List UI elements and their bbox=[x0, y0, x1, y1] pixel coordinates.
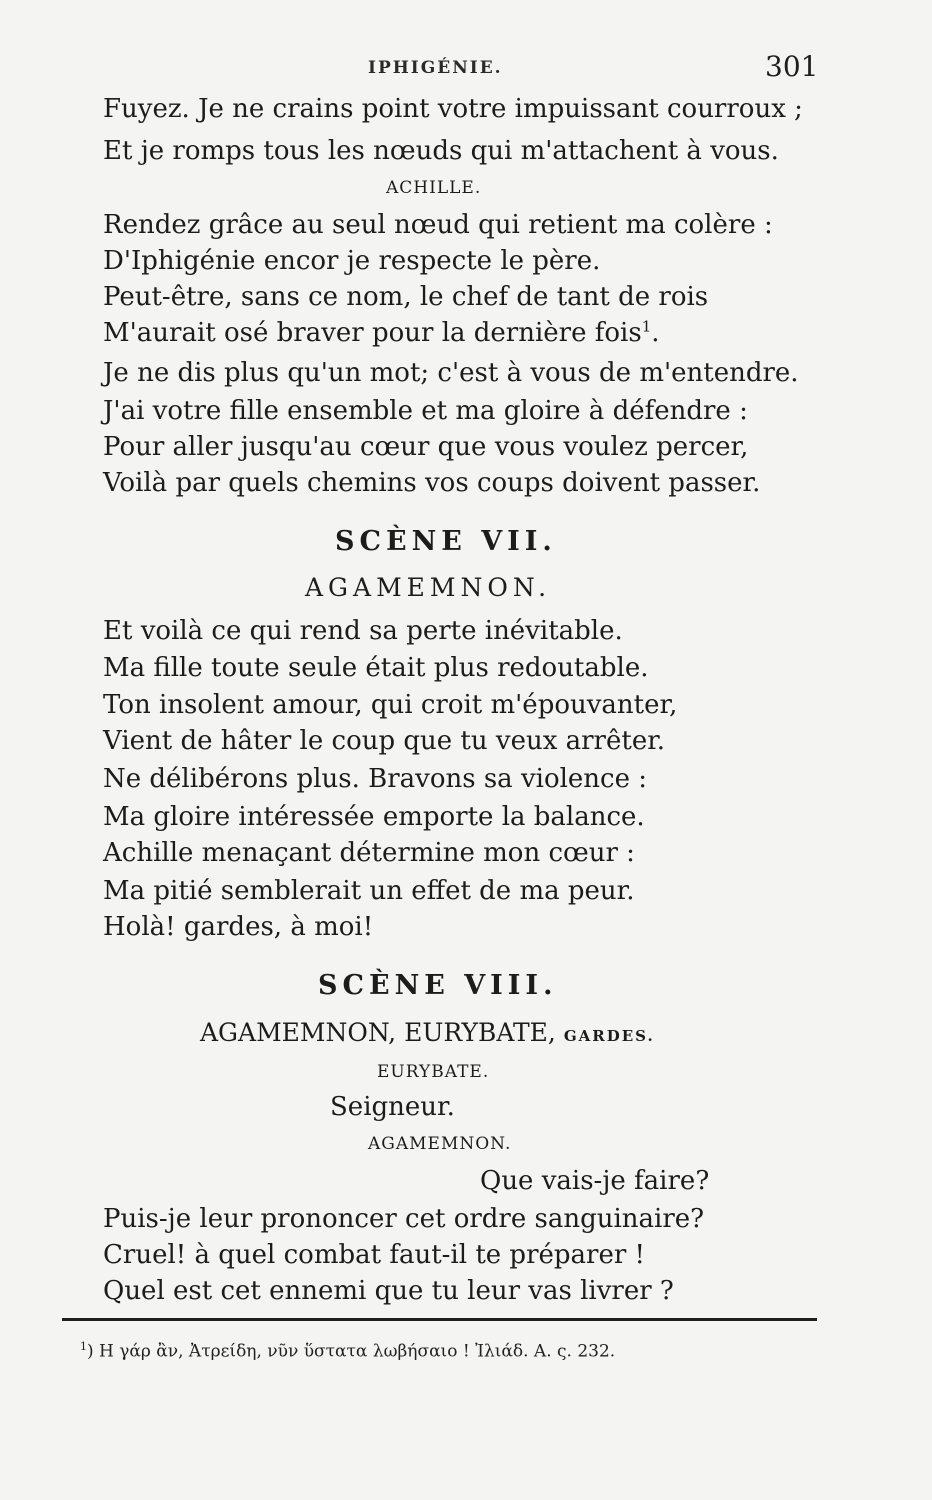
verse-line: Cruel! à quel combat faut-il te préparer ! bbox=[103, 1240, 645, 1270]
running-title: IPHIGÉNIE. bbox=[368, 58, 503, 78]
verse-line: Quel est cet ennemi que tu leur vas livrer ? bbox=[103, 1276, 674, 1306]
verse-line: Puis-je leur prononcer cet ordre sanguinaire? bbox=[103, 1204, 705, 1234]
verse-line: Je ne dis plus qu'un mot; c'est à vous de m'entendre. bbox=[103, 358, 799, 388]
scene-cast bbox=[200, 1020, 655, 1045]
verse-line-with-footnote bbox=[103, 317, 660, 348]
verse-line: Ma pitié semblerait un effet de ma peur. bbox=[103, 876, 635, 906]
speaker-name: EURYBATE. bbox=[377, 1062, 490, 1082]
cast-gardes: GARDES. bbox=[563, 1027, 655, 1045]
verse-line: Ma fille toute seule était plus redoutable. bbox=[103, 653, 649, 683]
verse-line: Pour aller jusqu'au cœur que vous voulez percer, bbox=[103, 432, 749, 462]
speaker-name: ACHILLE. bbox=[386, 178, 482, 198]
cast-names: AGAMEMNON, EURYBATE, bbox=[200, 1018, 556, 1047]
verse-line: Peut-être, sans ce nom, le chef de tant de rois bbox=[103, 282, 709, 312]
verse-line: Fuyez. Je ne crains point votre impuissant courroux ; bbox=[103, 94, 803, 124]
verse-line: Que vais-je faire? bbox=[480, 1166, 710, 1196]
footnote-number: 1 bbox=[80, 1340, 87, 1353]
page-number: 301 bbox=[765, 50, 819, 83]
verse-line: D'Iphigénie encor je respecte le père. bbox=[103, 246, 601, 276]
verse-line: Et je romps tous les nœuds qui m'attachent à vous. bbox=[103, 136, 779, 166]
verse-line: Rendez grâce au seul nœud qui retient ma colère : bbox=[103, 210, 773, 240]
scene-title: SCÈNE VIII. bbox=[318, 970, 558, 1001]
verse-line: Achille menaçant détermine mon cœur : bbox=[103, 838, 635, 868]
verse-line: Holà! gardes, à moi! bbox=[103, 912, 374, 942]
scene-title: SCÈNE VII. bbox=[335, 526, 557, 557]
footnote-marker: 1 bbox=[641, 317, 652, 336]
verse-line: J'ai votre fille ensemble et ma gloire à défendre : bbox=[103, 396, 748, 426]
verse-line: Vient de hâter le coup que tu veux arrêter. bbox=[103, 726, 666, 756]
speaker-name: AGAMEMNON. bbox=[305, 573, 552, 602]
verse-line: Ne délibérons plus. Bravons sa violence : bbox=[103, 764, 648, 794]
speaker-name: AGAMEMNON. bbox=[368, 1134, 512, 1154]
verse-line: Seigneur. bbox=[330, 1092, 455, 1122]
footnote-rule bbox=[62, 1318, 817, 1321]
verse-line: Ton insolent amour, qui croit m'épouvanter, bbox=[103, 690, 678, 720]
footnote-text: ) Η γάρ ἂν, Ἀτρείδη, νῦν ὕστατα λωβήσαιο ! Ἰλιάδ. Α. ς. 232. bbox=[87, 1341, 616, 1362]
verse-line: Voilà par quels chemins vos coups doivent passer. bbox=[103, 468, 761, 498]
footnote bbox=[80, 1340, 615, 1362]
verse-text: M'aurait osé braver pour la dernière fois bbox=[103, 318, 642, 348]
verse-punct: . bbox=[651, 318, 660, 348]
verse-line: Et voilà ce qui rend sa perte inévitable. bbox=[103, 616, 623, 646]
verse-line: Ma gloire intéressée emporte la balance. bbox=[103, 802, 645, 832]
